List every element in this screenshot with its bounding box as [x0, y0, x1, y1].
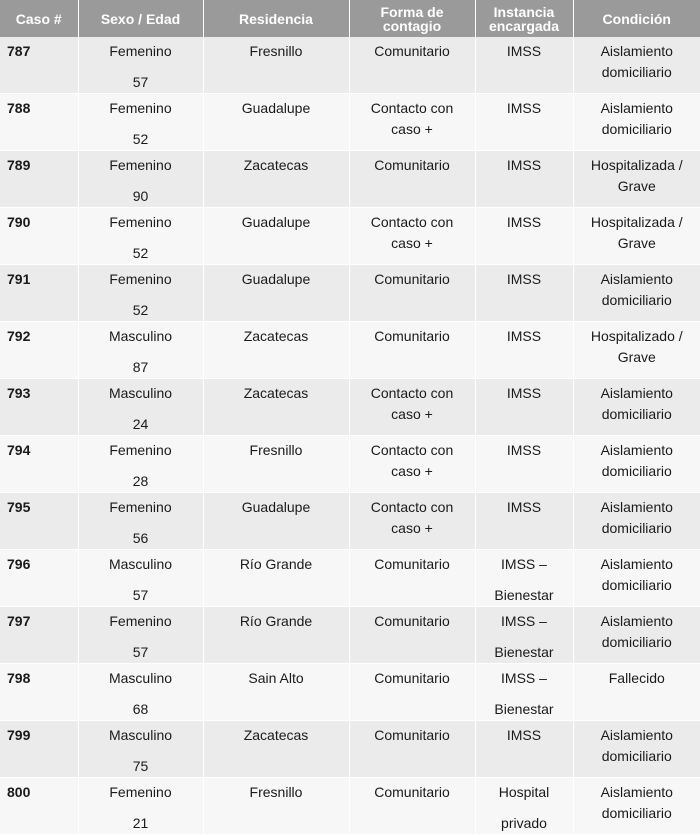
cell-contagio	[349, 379, 475, 436]
cell-sexo-edad	[78, 322, 203, 379]
sexo-value: Femenino	[109, 499, 172, 515]
caso-number: 796	[7, 556, 31, 572]
cell-residencia	[203, 493, 349, 550]
condicion-line-1: Fallecido	[608, 670, 665, 686]
contagio-line-1: Contacto con	[370, 214, 454, 230]
cell-contagio	[349, 322, 475, 379]
edad-value: 24	[132, 416, 149, 432]
contagio-line-1: Comunitario	[374, 727, 450, 743]
cell-instancia	[475, 37, 573, 94]
cell-sexo-edad	[78, 37, 203, 94]
caso-number: 798	[7, 670, 31, 686]
instancia-line-1: Hospital	[498, 784, 550, 800]
cell-sexo-edad	[78, 436, 203, 493]
cell-caso	[0, 436, 78, 493]
condicion-line-2: domiciliario	[601, 634, 672, 650]
condicion-line-2: domiciliario	[601, 577, 672, 593]
caso-number: 789	[7, 157, 31, 173]
cell-contagio	[349, 721, 475, 778]
cell-instancia	[475, 721, 573, 778]
instancia-line-1: IMSS	[506, 499, 542, 515]
caso-number: 790	[7, 214, 31, 230]
table-row	[0, 379, 700, 436]
cell-instancia	[475, 436, 573, 493]
sexo-value: Masculino	[108, 328, 173, 344]
cell-residencia	[203, 37, 349, 94]
edad-value: 87	[132, 359, 149, 375]
sexo-value: Masculino	[108, 670, 173, 686]
sexo-value: Femenino	[109, 100, 172, 116]
cell-sexo-edad	[78, 664, 203, 721]
residencia-value: Fresnillo	[249, 784, 303, 800]
cell-instancia	[475, 778, 573, 835]
contagio-line-1: Comunitario	[374, 556, 450, 572]
residencia-value: Zacatecas	[243, 727, 309, 743]
cell-contagio	[349, 550, 475, 607]
contagio-line-1: Contacto con	[370, 100, 454, 116]
cell-residencia	[203, 151, 349, 208]
sexo-value: Femenino	[109, 271, 172, 287]
sexo-value: Femenino	[109, 43, 172, 59]
table-row	[0, 322, 700, 379]
table-row	[0, 664, 700, 721]
cell-sexo-edad	[78, 721, 203, 778]
cell-condicion	[573, 436, 700, 493]
sexo-value: Masculino	[108, 727, 173, 743]
cell-condicion	[573, 265, 700, 322]
condicion-line-2: Grave	[617, 178, 656, 194]
residencia-value: Guadalupe	[241, 100, 311, 116]
caso-number: 787	[7, 43, 31, 59]
contagio-line-2: caso +	[391, 520, 433, 536]
cell-contagio	[349, 778, 475, 835]
cell-condicion	[573, 208, 700, 265]
instancia-line-1: IMSS –	[501, 613, 547, 629]
header-forma-contagio: Forma de contagio	[349, 0, 475, 37]
cell-instancia	[475, 265, 573, 322]
cell-residencia	[203, 436, 349, 493]
cell-sexo-edad	[78, 151, 203, 208]
cell-caso	[0, 664, 78, 721]
residencia-value: Zacatecas	[243, 385, 309, 401]
instancia-line-2: Bienestar	[494, 701, 554, 717]
contagio-line-1: Contacto con	[370, 385, 454, 401]
instancia-line-1: IMSS	[506, 385, 542, 401]
residencia-value: Fresnillo	[249, 43, 303, 59]
edad-value: 57	[132, 74, 149, 90]
cell-caso	[0, 151, 78, 208]
instancia-line-2: Bienestar	[494, 644, 554, 660]
sexo-value: Femenino	[109, 442, 172, 458]
condicion-line-2: domiciliario	[601, 520, 672, 536]
edad-value: 52	[132, 131, 149, 147]
table-row	[0, 436, 700, 493]
cell-instancia	[475, 550, 573, 607]
instancia-line-1: IMSS	[506, 100, 542, 116]
residencia-value: Guadalupe	[241, 499, 311, 515]
caso-number: 799	[7, 727, 31, 743]
header-residencia: Residencia	[203, 0, 349, 37]
header-instancia: Instancia encargada	[475, 0, 573, 37]
header-row	[0, 0, 700, 37]
edad-value: 52	[132, 302, 149, 318]
cell-residencia	[203, 550, 349, 607]
table-row	[0, 37, 700, 94]
contagio-line-1: Contacto con	[370, 499, 454, 515]
caso-number: 795	[7, 499, 31, 515]
cell-condicion	[573, 151, 700, 208]
condicion-line-1: Aislamiento	[600, 100, 673, 116]
table-row	[0, 778, 700, 835]
table-row	[0, 94, 700, 151]
cell-caso	[0, 721, 78, 778]
cell-contagio	[349, 493, 475, 550]
edad-value: 57	[132, 587, 149, 603]
table-body	[0, 37, 700, 835]
cell-residencia	[203, 322, 349, 379]
caso-number: 797	[7, 613, 31, 629]
cell-residencia	[203, 94, 349, 151]
condicion-line-2: domiciliario	[601, 463, 672, 479]
condicion-line-1: Hospitalizada /	[590, 214, 683, 230]
condicion-line-1: Aislamiento	[600, 613, 673, 629]
sexo-value: Femenino	[109, 157, 172, 173]
sexo-value: Masculino	[108, 385, 173, 401]
instancia-line-2: Bienestar	[494, 587, 554, 603]
cell-caso	[0, 37, 78, 94]
header-condicion: Condición	[602, 10, 671, 27]
contagio-line-1: Comunitario	[374, 784, 450, 800]
contagio-line-1: Comunitario	[374, 328, 450, 344]
condicion-line-1: Hospitalizado /	[590, 328, 683, 344]
cell-caso	[0, 607, 78, 664]
residencia-value: Fresnillo	[249, 442, 303, 458]
instancia-line-1: IMSS	[506, 727, 542, 743]
instancia-line-1: IMSS	[506, 43, 542, 59]
cell-condicion	[573, 379, 700, 436]
cell-caso	[0, 493, 78, 550]
cell-condicion	[573, 37, 700, 94]
instancia-line-1: IMSS –	[501, 670, 547, 686]
instancia-line-2: privado	[501, 815, 547, 831]
condicion-line-1: Aislamiento	[600, 385, 673, 401]
cell-contagio	[349, 664, 475, 721]
table-row	[0, 493, 700, 550]
edad-value: 75	[132, 758, 149, 774]
condicion-line-2: domiciliario	[601, 748, 672, 764]
sexo-value: Femenino	[109, 784, 172, 800]
sexo-value: Femenino	[109, 613, 172, 629]
cell-caso	[0, 94, 78, 151]
residencia-value: Zacatecas	[243, 157, 309, 173]
caso-number: 791	[7, 271, 31, 287]
cell-sexo-edad	[78, 607, 203, 664]
cell-residencia	[203, 265, 349, 322]
cell-instancia	[475, 379, 573, 436]
edad-value: 21	[132, 815, 149, 831]
condicion-line-2: Grave	[617, 235, 656, 251]
cell-sexo-edad	[78, 493, 203, 550]
residencia-value: Zacatecas	[243, 328, 309, 344]
condicion-line-1: Aislamiento	[600, 43, 673, 59]
table-row	[0, 151, 700, 208]
cell-residencia	[203, 664, 349, 721]
cell-condicion	[573, 721, 700, 778]
cell-residencia	[203, 379, 349, 436]
cell-instancia	[475, 322, 573, 379]
cell-instancia	[475, 607, 573, 664]
cell-contagio	[349, 94, 475, 151]
edad-value: 90	[132, 188, 149, 204]
cell-condicion	[573, 94, 700, 151]
cell-condicion	[573, 322, 700, 379]
caso-number: 788	[7, 100, 31, 116]
table-header	[0, 0, 700, 37]
condicion-line-2: domiciliario	[601, 406, 672, 422]
caso-number: 792	[7, 328, 31, 344]
cell-condicion	[573, 664, 700, 721]
contagio-line-2: caso +	[391, 406, 433, 422]
contagio-line-1: Comunitario	[374, 43, 450, 59]
sexo-value: Femenino	[109, 214, 172, 230]
cell-instancia	[475, 208, 573, 265]
cell-residencia	[203, 208, 349, 265]
contagio-line-2: caso +	[391, 463, 433, 479]
caso-number: 800	[7, 784, 31, 800]
cell-instancia	[475, 151, 573, 208]
contagio-line-2: caso +	[391, 235, 433, 251]
condicion-line-2: domiciliario	[601, 64, 672, 80]
cell-sexo-edad	[78, 550, 203, 607]
residencia-value: Guadalupe	[241, 271, 311, 287]
condicion-line-1: Aislamiento	[600, 499, 673, 515]
residencia-value: Guadalupe	[241, 214, 311, 230]
header-sexo-edad: Sexo / Edad	[78, 0, 203, 37]
condicion-line-1: Hospitalizada /	[590, 157, 683, 173]
cell-residencia	[203, 778, 349, 835]
edad-value: 56	[132, 530, 149, 546]
cell-caso	[0, 778, 78, 835]
condicion-line-2: domiciliario	[601, 805, 672, 821]
condicion-line-2: domiciliario	[601, 121, 672, 137]
table-row	[0, 265, 700, 322]
cell-sexo-edad	[78, 94, 203, 151]
contagio-line-1: Comunitario	[374, 670, 450, 686]
edad-value: 52	[132, 245, 149, 261]
cell-contagio	[349, 607, 475, 664]
cell-residencia	[203, 607, 349, 664]
cell-caso	[0, 550, 78, 607]
instancia-line-1: IMSS –	[501, 556, 547, 572]
table-row	[0, 550, 700, 607]
contagio-line-1: Comunitario	[374, 157, 450, 173]
instancia-line-1: IMSS	[506, 328, 542, 344]
residencia-value: Sain Alto	[248, 670, 304, 686]
contagio-line-1: Contacto con	[370, 442, 454, 458]
sexo-value: Masculino	[108, 556, 173, 572]
instancia-line-1: IMSS	[506, 271, 542, 287]
cell-caso	[0, 208, 78, 265]
cell-contagio	[349, 265, 475, 322]
residencia-value: Río Grande	[239, 613, 313, 629]
condicion-line-1: Aislamiento	[600, 442, 673, 458]
contagio-line-1: Comunitario	[374, 613, 450, 629]
caso-number: 793	[7, 385, 31, 401]
cell-condicion	[573, 550, 700, 607]
cell-contagio	[349, 208, 475, 265]
instancia-line-1: IMSS	[506, 214, 542, 230]
edad-value: 28	[132, 473, 149, 489]
cell-caso	[0, 265, 78, 322]
cell-contagio	[349, 37, 475, 94]
cell-sexo-edad	[78, 778, 203, 835]
header-caso: Caso #	[0, 0, 78, 37]
cell-instancia	[475, 94, 573, 151]
cell-sexo-edad	[78, 379, 203, 436]
condicion-line-2: Grave	[617, 349, 656, 365]
cell-sexo-edad	[78, 265, 203, 322]
instancia-line-1: IMSS	[506, 157, 542, 173]
cell-instancia	[475, 664, 573, 721]
cell-contagio	[349, 436, 475, 493]
table-row	[0, 721, 700, 778]
cell-condicion	[573, 607, 700, 664]
edad-value: 57	[132, 644, 149, 660]
condicion-line-1: Aislamiento	[600, 727, 673, 743]
cell-caso	[0, 322, 78, 379]
table-row	[0, 607, 700, 664]
cell-caso	[0, 379, 78, 436]
condicion-line-1: Aislamiento	[600, 556, 673, 572]
cell-condicion	[573, 493, 700, 550]
condicion-line-2: domiciliario	[601, 292, 672, 308]
edad-value: 68	[132, 701, 149, 717]
instancia-line-1: IMSS	[506, 442, 542, 458]
condicion-line-1: Aislamiento	[600, 784, 673, 800]
cell-contagio	[349, 151, 475, 208]
condicion-line-1: Aislamiento	[600, 271, 673, 287]
residencia-value: Río Grande	[239, 556, 313, 572]
table-row	[0, 208, 700, 265]
cell-residencia	[203, 721, 349, 778]
cell-sexo-edad	[78, 208, 203, 265]
contagio-line-2: caso +	[391, 121, 433, 137]
caso-number: 794	[7, 442, 31, 458]
contagio-line-1: Comunitario	[374, 271, 450, 287]
cell-condicion	[573, 778, 700, 835]
cell-instancia	[475, 493, 573, 550]
